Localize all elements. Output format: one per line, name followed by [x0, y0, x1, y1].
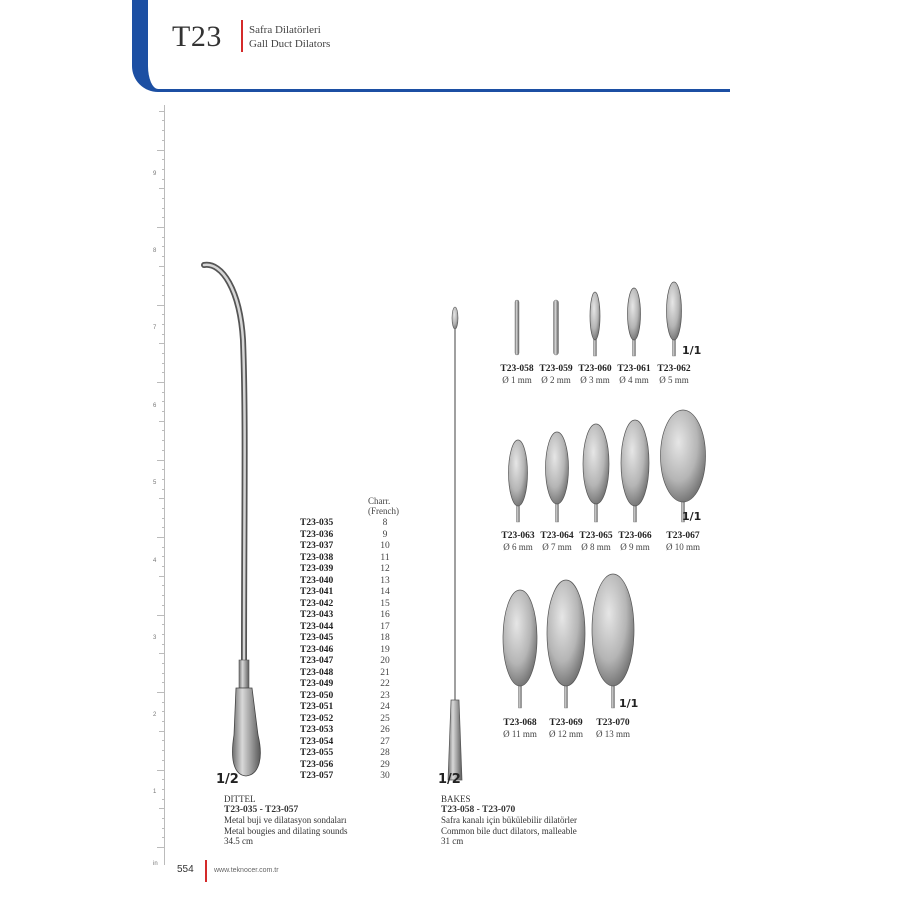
ruler-label: 5 [153, 480, 157, 486]
tip-diameter: Ø 13 mm [595, 729, 630, 739]
ruler-label: 6 [153, 403, 157, 409]
dilator-tip [590, 292, 600, 356]
charriere-header-line1: Charr. [368, 496, 391, 506]
product-code: T23-057 [300, 771, 334, 781]
charriere-size: 15 [380, 598, 390, 609]
tip-code: T23-066 [618, 531, 652, 541]
table-row [300, 518, 400, 530]
table-row [300, 656, 400, 668]
table-row [300, 530, 400, 542]
product-code: T23-054 [300, 736, 334, 747]
table-row [300, 737, 400, 749]
charriere-size: 9 [382, 529, 388, 540]
product-code: T23-039 [300, 564, 334, 574]
charriere-size: 14 [380, 587, 390, 597]
tip-code: T23-062 [657, 364, 691, 374]
charriere-size: 11 [380, 552, 390, 563]
table-row [300, 725, 400, 737]
dittel-desc-en: Metal bougies and dilating sounds [224, 825, 348, 836]
dittel-name: DITTEL [224, 794, 256, 804]
charriere-size: 27 [380, 736, 390, 747]
table-row [300, 599, 400, 611]
dittel-size-table [300, 518, 400, 783]
charriere-size: 20 [380, 656, 390, 666]
footer-divider [205, 860, 207, 882]
tip-diameter: Ø 5 mm [659, 375, 689, 385]
table-row [300, 610, 400, 622]
table-row [300, 691, 400, 703]
charriere-size: 12 [380, 564, 390, 574]
tip-code: T23-065 [579, 531, 613, 541]
product-code: T23-051 [300, 702, 334, 712]
tip-diameter: Ø 7 mm [542, 542, 572, 552]
dilator-tip [503, 590, 537, 708]
dilator-tip [583, 424, 609, 522]
charriere-size: 19 [380, 644, 390, 655]
tip-code: T23-058 [500, 364, 534, 374]
tip-scale-row2: 1/1 [682, 510, 702, 523]
table-row [300, 576, 400, 588]
bakes-length: 31 cm [441, 836, 464, 846]
tip-diameter: Ø 9 mm [620, 542, 650, 552]
tip-diameter: Ø 6 mm [503, 542, 533, 552]
table-row [300, 714, 400, 726]
charriere-size: 8 [382, 518, 388, 528]
dilator-tip [592, 574, 634, 708]
dilator-tip [661, 410, 706, 522]
product-code: T23-045 [300, 633, 334, 643]
product-code: T23-053 [300, 725, 334, 735]
dilator-tip [546, 432, 569, 522]
dilator-tip [667, 282, 682, 356]
charriere-size: 29 [380, 759, 390, 770]
product-code: T23-036 [300, 529, 334, 540]
product-code: T23-038 [300, 552, 334, 563]
tip-code: T23-063 [501, 531, 535, 541]
charriere-size: 18 [380, 633, 390, 643]
ruler-label: 2 [153, 712, 157, 718]
tip-diameter: Ø 10 mm [665, 542, 700, 552]
dilator-tip [509, 440, 528, 522]
dilator-tip [554, 300, 559, 355]
product-code: T23-041 [300, 587, 334, 597]
bakes-scale-label: 1/2 [438, 772, 461, 787]
product-code: T23-055 [300, 748, 334, 758]
tip-label [644, 364, 704, 386]
bakes-caption [441, 794, 577, 847]
table-row [300, 760, 400, 772]
title-english: Gall Duct Dilators [249, 38, 331, 50]
tip-code: T23-061 [617, 364, 651, 374]
product-code: T23-037 [300, 541, 334, 551]
charriere-size: 17 [380, 621, 390, 632]
table-row [300, 553, 400, 565]
table-row [300, 679, 400, 691]
charriere-size: 22 [380, 679, 390, 689]
dittel-length: 34.5 cm [224, 836, 253, 846]
tip-diameter: Ø 12 mm [548, 729, 583, 739]
tip-scale-row3: 1/1 [619, 697, 639, 710]
table-row [300, 645, 400, 657]
ruler-label: 8 [153, 248, 157, 254]
charriere-size: 26 [380, 725, 390, 735]
ruler-label: 1 [153, 789, 157, 795]
tip-code: T23-067 [666, 531, 700, 541]
tip-label [583, 718, 643, 740]
tip-code: T23-069 [549, 718, 583, 728]
dittel-sound-drawing [204, 265, 260, 776]
charriere-size: 21 [380, 667, 390, 678]
table-row [300, 771, 400, 783]
tip-diameter: Ø 2 mm [541, 375, 571, 385]
dilator-tip [628, 288, 641, 356]
ruler-label: 4 [153, 558, 157, 564]
table-row [300, 564, 400, 576]
charriere-header-line2: (French) [368, 506, 399, 516]
dittel-scale-label: 1/2 [216, 772, 239, 787]
product-code: T23-040 [300, 575, 334, 586]
title-turkish: Safra Dilatörleri [249, 24, 321, 36]
charriere-size: 25 [380, 713, 390, 724]
charriere-size: 10 [380, 541, 390, 551]
bakes-tips-drawings [503, 282, 706, 708]
product-code: T23-050 [300, 690, 334, 701]
ruler-label: 3 [153, 635, 157, 641]
product-code: T23-043 [300, 610, 334, 620]
bakes-desc-tr: Safra kanalı için bükülebilir dilatörler [441, 815, 577, 825]
tip-diameter: Ø 4 mm [619, 375, 649, 385]
charriere-size: 23 [380, 690, 390, 701]
product-code: T23-044 [300, 621, 334, 632]
table-row [300, 541, 400, 553]
tip-code: T23-060 [578, 364, 612, 374]
dittel-desc-tr: Metal buji ve dilatasyon sondaları [224, 815, 347, 825]
tip-diameter: Ø 1 mm [502, 375, 532, 385]
product-code: T23-049 [300, 679, 334, 689]
product-code: T23-035 [300, 518, 334, 528]
product-code: T23-052 [300, 713, 334, 724]
table-row [300, 668, 400, 680]
dittel-range: T23-035 - T23-057 [224, 804, 299, 815]
tip-diameter: Ø 8 mm [581, 542, 611, 552]
product-code: T23-042 [300, 598, 334, 609]
bakes-dilator-drawing [448, 307, 462, 780]
charriere-header [368, 496, 399, 516]
charriere-size: 24 [380, 702, 390, 712]
dilator-tip [621, 420, 649, 522]
dittel-caption [224, 794, 348, 847]
page-number: 554 [177, 864, 194, 875]
product-code: T23-047 [300, 656, 334, 666]
bakes-name: BAKES [441, 794, 471, 804]
table-row [300, 748, 400, 760]
ruler-label: 7 [153, 325, 157, 331]
charriere-size: 28 [380, 748, 390, 758]
product-code: T23-048 [300, 667, 334, 678]
tip-diameter: Ø 11 mm [503, 729, 537, 739]
tip-diameter: Ø 3 mm [580, 375, 610, 385]
charriere-size: 16 [380, 610, 390, 620]
table-row [300, 633, 400, 645]
ruler-label: in [153, 861, 158, 867]
catalog-code: T23 [172, 20, 222, 53]
tip-code: T23-070 [596, 718, 630, 728]
tip-label [653, 531, 713, 553]
table-row [300, 622, 400, 634]
tip-scale-row1: 1/1 [682, 344, 702, 357]
dilator-tip [547, 580, 585, 708]
bakes-range: T23-058 - T23-070 [441, 804, 516, 815]
charriere-size: 13 [380, 575, 390, 586]
table-row [300, 587, 400, 599]
tip-code: T23-068 [503, 718, 537, 728]
tip-code: T23-064 [540, 531, 574, 541]
bakes-desc-en: Common bile duct dilators, malleable [441, 825, 577, 836]
ruler-label: 9 [153, 171, 157, 177]
charriere-size: 30 [380, 771, 390, 781]
product-code: T23-056 [300, 759, 334, 770]
dilator-tip [515, 300, 519, 355]
product-code: T23-046 [300, 644, 334, 655]
tip-code: T23-059 [539, 364, 573, 374]
table-row [300, 702, 400, 714]
website-link[interactable]: www.teknocer.com.tr [214, 867, 279, 874]
